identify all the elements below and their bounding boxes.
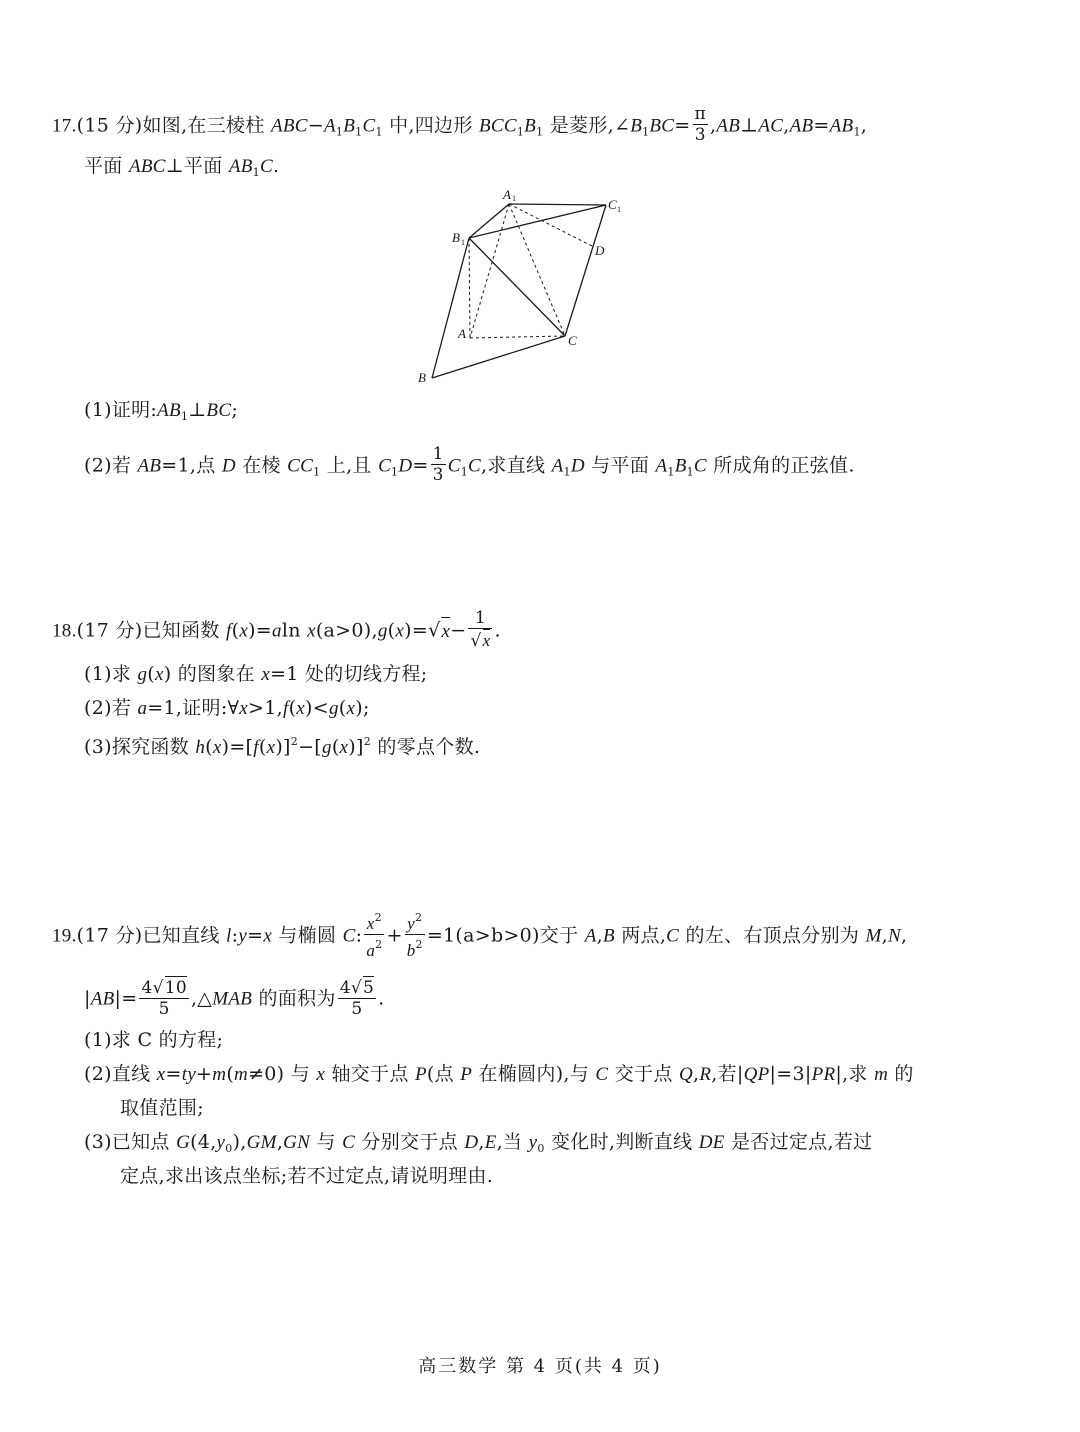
y2-over-b2-fraction: $\frac{y^2}{b^2}$	[405, 908, 425, 961]
edge-b-c	[432, 336, 565, 378]
q17-part1: (1)证明$:AB_1\perp BC$;	[84, 399, 239, 423]
svg-text:1: 1	[617, 205, 621, 214]
q18-line1: 18.(17 分)已知函数 f(x)=aln x(a>0),g(x)=√x− $\frac{1}{√x}$ .	[52, 608, 501, 651]
q17-line1: 17.(15 分)如图,在三棱柱 $ABC-A_1B_1C_1$ 中,四边形 $BCC_1B_1$ 是菱形$,\angle B_1BC=$ $\frac{\pi}{3}$ $,AB\perp AC,AB=AB_1$,	[52, 104, 868, 145]
label-B: B	[418, 370, 426, 385]
label-C1: C	[608, 197, 617, 212]
edge-c1-c	[565, 205, 606, 336]
one-over-sqrt-x-fraction: $\frac{1}{√x}$	[470, 608, 491, 651]
one-third-fraction: $\frac{1}{3}$	[432, 444, 444, 485]
q18-part3: (3)探究函数 $h(x)=[f(x)]^2-[g(x)]^2$ 的零点个数.	[84, 735, 481, 758]
label-B1: B	[452, 230, 460, 245]
label-A: A	[458, 326, 466, 341]
q19-part2: (2)直线 x=ty+m(m≠0) 与 x 轴交于点 P(点 P 在椭圆内),与 C 交于点 Q,R,若|QP|=3|PR|,求 m 的	[84, 1063, 914, 1085]
q17-part2: (2)若 AB=1,点 D 在棱 $CC_1$ 上,且 $C_1D=$ $\frac{1}{3}$ $C_1C$,求直线 $A_1D$ 与平面 $A_1B_1C$ 所成角的正弦值.	[84, 444, 855, 485]
edge-b1-c	[469, 238, 565, 336]
edge-a1-c1	[509, 204, 606, 205]
svg-text:1: 1	[461, 238, 465, 247]
q19-part1: (1)求 C 的方程;	[84, 1029, 224, 1051]
q19-number: 19.	[52, 925, 77, 947]
q18-part2: (2)若 a=1,证明:∀x>1,f(x)<g(x);	[84, 697, 370, 719]
edge-b1-c1	[469, 205, 606, 238]
x2-over-a2-fraction: $\frac{x^2}{a^2}$	[364, 908, 384, 961]
q19-line2: |AB|= $\frac{4√10}{5}$ ,△MAB 的面积为 $\frac{4√5}{5}$ .	[84, 978, 385, 1019]
label-D: D	[595, 243, 605, 258]
q19-part2-cont: 取值范围;	[120, 1097, 204, 1119]
edge-a-c	[470, 336, 565, 338]
edge-b1-a	[469, 238, 470, 338]
q19-part3: (3)已知点 $G(4,y_0),GM,GN$ 与 C 分别交于点 D,E,当 $y_0$ 变化时,判断直线 DE 是否过定点,若过	[84, 1131, 873, 1155]
ab-length-fraction: $\frac{4√10}{5}$	[141, 978, 187, 1019]
label-A1: A	[503, 187, 511, 202]
q19-line1: 19.(17 分)已知直线 l:y=x 与椭圆 C: $\frac{x^2}{a^2}$ + $\frac{y^2}{b^2}$ =1(a>b>0)交于 A,B 两点,C 的左、右顶点分别为 M,N,	[52, 910, 907, 963]
edge-a1-c	[509, 204, 565, 336]
q17-line2: 平面 ABC⊥平面 $AB_1C$.	[84, 155, 280, 179]
pi-over-3-fraction: $\frac{\pi}{3}$	[694, 104, 707, 145]
area-fraction: $\frac{4√5}{5}$	[339, 978, 375, 1019]
edge-b1-b	[432, 238, 469, 378]
q18-number: 18.	[52, 620, 77, 642]
edge-a1-a	[470, 204, 509, 338]
label-C: C	[568, 333, 577, 348]
q17-number: 17.	[52, 115, 77, 137]
q18-part1: (1)求 g(x) 的图象在 x=1 处的切线方程;	[84, 663, 428, 685]
q19-part3-cont: 定点,求出该点坐标;若不过定点,请说明理由.	[120, 1165, 494, 1187]
svg-text:1: 1	[512, 194, 516, 203]
page-footer: 高三数学 第 4 页(共 4 页)	[418, 1356, 662, 1377]
prism-figure	[410, 185, 640, 390]
